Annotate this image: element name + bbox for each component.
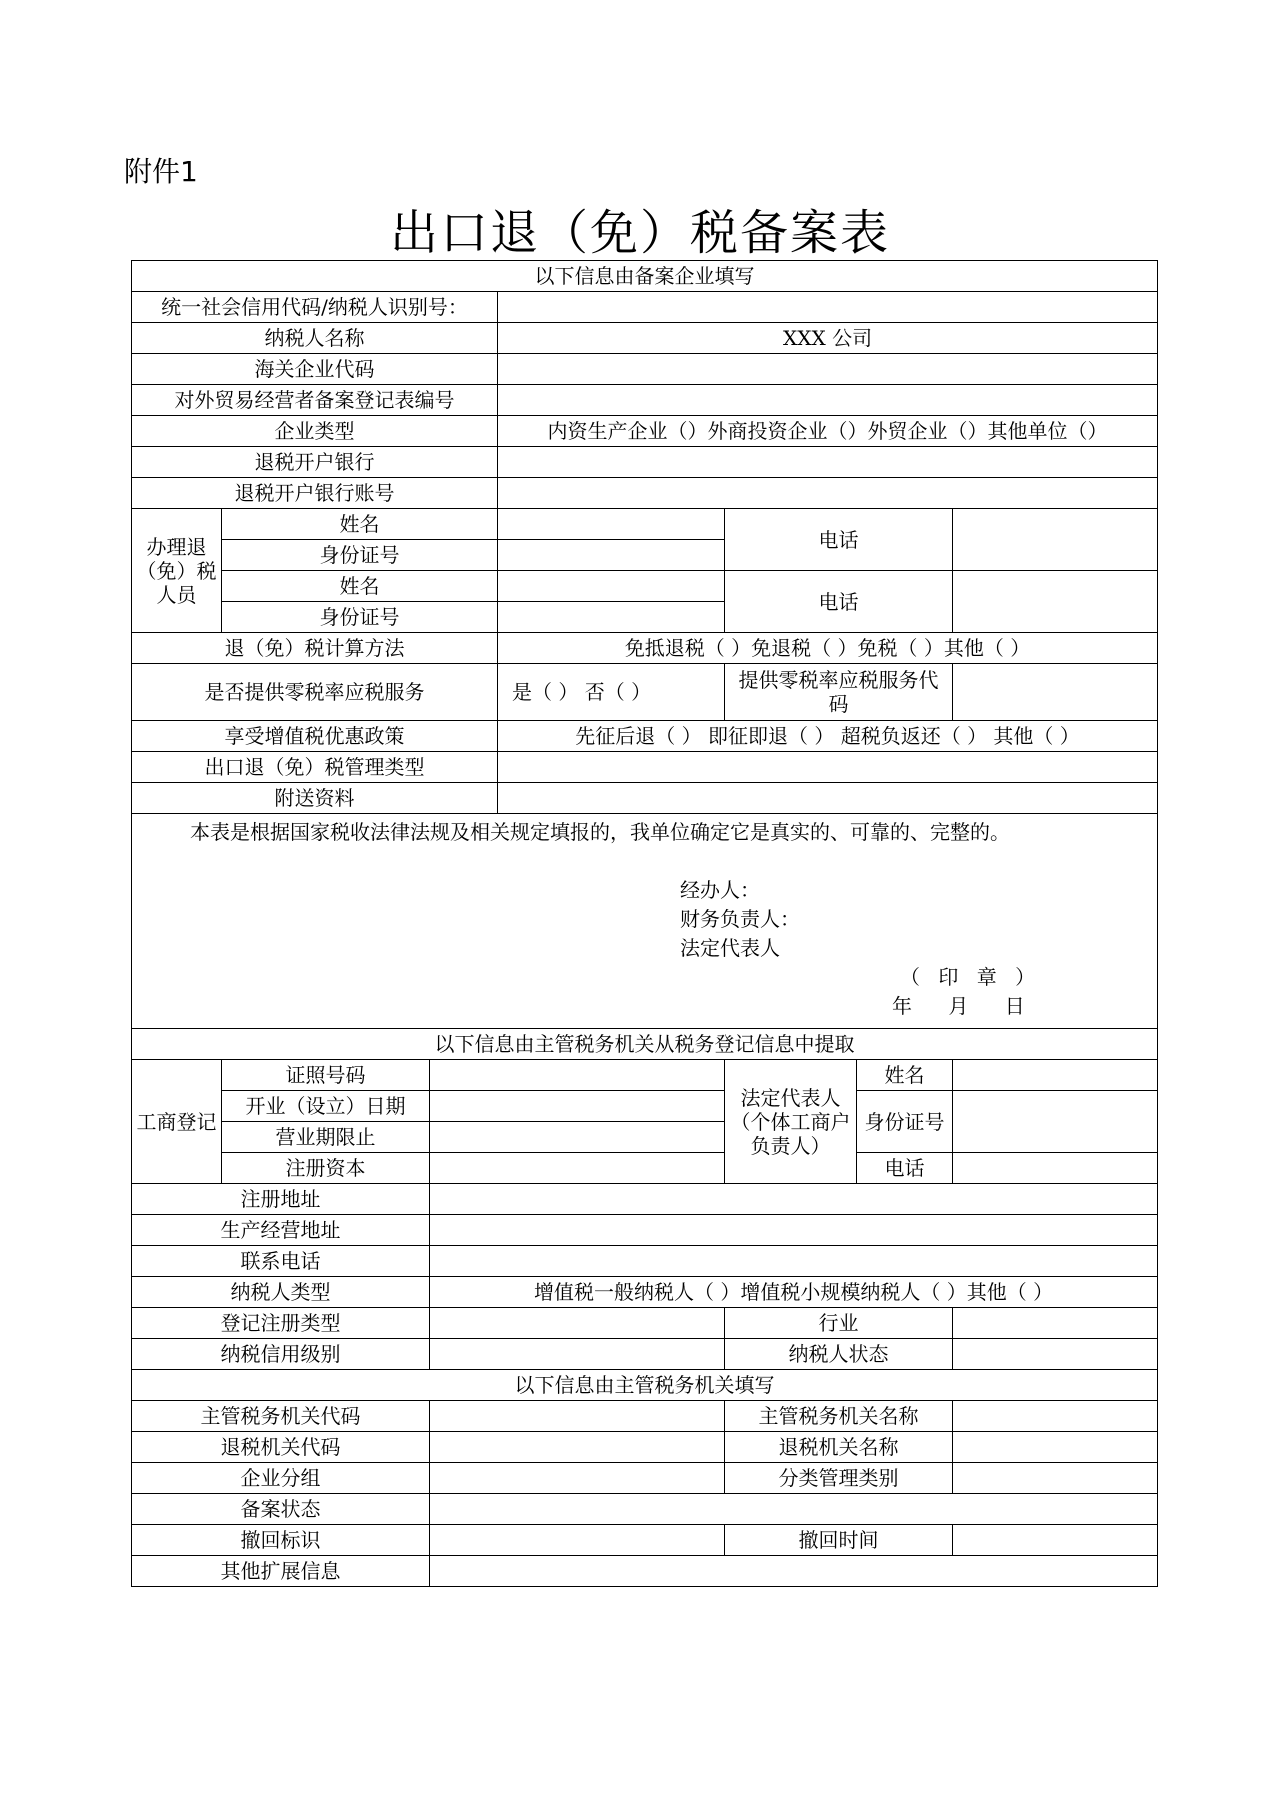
taxpayer-name-label: 纳税人名称: [132, 323, 498, 354]
person2-name-field[interactable]: [498, 571, 725, 602]
filing-status-row: [132, 1494, 1158, 1525]
authority-code-field[interactable]: [430, 1401, 725, 1432]
legal-rep-label: 法定代表人（个体工商户负责人）: [725, 1060, 857, 1184]
industry-field[interactable]: [953, 1308, 1158, 1339]
section2-header-row: [132, 1029, 1158, 1060]
other-info-label: 其他扩展信息: [132, 1556, 430, 1587]
authority-name-label: 主管税务机关名称: [725, 1401, 953, 1432]
withdraw-flag-field[interactable]: [430, 1525, 725, 1556]
person2-phone-label: 电话: [725, 571, 953, 633]
person1-phone-field[interactable]: [953, 509, 1158, 571]
seal-label: （ 印 章 ）: [900, 965, 1042, 989]
vat-policy-field[interactable]: 先征后退（ ） 即征即退（ ） 超税负返还（ ） 其他（ ）: [498, 721, 1158, 752]
personnel-label: 办理退（免）税人员: [132, 509, 222, 633]
vat-policy-row: [132, 721, 1158, 752]
reg-type-row: [132, 1308, 1158, 1339]
section3-header: 以下信息由主管税务机关填写: [132, 1370, 1158, 1401]
page-title: 出口退（免）税备案表: [389, 205, 890, 261]
group-label: 企业分组: [132, 1463, 430, 1494]
industry-label: 行业: [725, 1308, 953, 1339]
enterprise-type-row: [132, 416, 1158, 447]
class-label: 分类管理类别: [725, 1463, 953, 1494]
withdraw-time-field[interactable]: [953, 1525, 1158, 1556]
refund-code-field[interactable]: [430, 1432, 725, 1463]
filing-status-field[interactable]: [430, 1494, 1158, 1525]
person1-phone-label: 电话: [725, 509, 953, 571]
bank-label: 退税开户银行: [132, 447, 498, 478]
handler-label: 经办人：: [680, 878, 760, 902]
section2-header: 以下信息由主管税务机关从税务登记信息中提取: [132, 1029, 1158, 1060]
taxpayer-status-label: 纳税人状态: [725, 1339, 953, 1370]
legal-rep-id-label: 身份证号: [857, 1091, 953, 1153]
calc-method-row: [132, 633, 1158, 664]
business-reg-row-2: [132, 1091, 1158, 1122]
business-reg-row-4: [132, 1153, 1158, 1184]
refund-name-label: 退税机关名称: [725, 1432, 953, 1463]
reg-type-field[interactable]: [430, 1308, 725, 1339]
term-field[interactable]: [430, 1122, 725, 1153]
contact-phone-row: [132, 1246, 1158, 1277]
bank-row: [132, 447, 1158, 478]
date-label: 年 月 日: [892, 994, 1025, 1018]
zero-rate-code-field[interactable]: [953, 664, 1158, 721]
bank-account-row: [132, 478, 1158, 509]
customs-code-row: [132, 354, 1158, 385]
filing-status-label: 备案状态: [132, 1494, 430, 1525]
other-info-field[interactable]: [430, 1556, 1158, 1587]
personnel-row-3: [132, 571, 1158, 602]
legal-rep-name-label: 姓名: [857, 1060, 953, 1091]
person1-name-field[interactable]: [498, 509, 725, 540]
business-reg-row-1: [132, 1060, 1158, 1091]
withdraw-row: [132, 1525, 1158, 1556]
enterprise-type-label: 企业类型: [132, 416, 498, 447]
legal-rep-sign-label: 法定代表人: [680, 936, 780, 960]
declaration-cell: [132, 814, 1158, 1029]
credit-code-row: [132, 292, 1158, 323]
filing-form-table: [131, 260, 1158, 1587]
capital-field[interactable]: [430, 1153, 725, 1184]
bank-account-field[interactable]: [498, 478, 1158, 509]
credit-level-field[interactable]: [430, 1339, 725, 1370]
mgmt-type-row: [132, 752, 1158, 783]
person2-name-label: 姓名: [222, 571, 498, 602]
zero-rate-label: 是否提供零税率应税服务: [132, 664, 498, 721]
open-date-label: 开业（设立）日期: [222, 1091, 430, 1122]
legal-rep-phone-field[interactable]: [953, 1153, 1158, 1184]
person2-phone-field[interactable]: [953, 571, 1158, 633]
reg-address-label: 注册地址: [132, 1184, 430, 1215]
authority-row: [132, 1401, 1158, 1432]
credit-code-field[interactable]: [498, 292, 1158, 323]
group-row: [132, 1463, 1158, 1494]
credit-code-label: 统一社会信用代码/纳税人识别号：: [132, 292, 498, 323]
taxpayer-type-label: 纳税人类型: [132, 1277, 430, 1308]
section3-header-row: [132, 1370, 1158, 1401]
bank-account-label: 退税开户银行账号: [132, 478, 498, 509]
other-info-row: [132, 1556, 1158, 1587]
withdraw-time-label: 撤回时间: [725, 1525, 953, 1556]
reg-address-row: [132, 1184, 1158, 1215]
open-date-field[interactable]: [430, 1091, 725, 1122]
personnel-row-1: [132, 509, 1158, 540]
legal-rep-name-field[interactable]: [953, 1060, 1158, 1091]
refund-name-field[interactable]: [953, 1432, 1158, 1463]
trade-register-row: [132, 385, 1158, 416]
enterprise-type-field[interactable]: 内资生产企业（）外商投资企业（）外贸企业（）其他单位（）: [498, 416, 1158, 447]
attachments-label: 附送资料: [132, 783, 498, 814]
taxpayer-type-field[interactable]: 增值税一般纳税人（ ）增值税小规模纳税人（ ）其他（ ）: [430, 1277, 1158, 1308]
bank-field[interactable]: [498, 447, 1158, 478]
prod-address-row: [132, 1215, 1158, 1246]
capital-label: 注册资本: [222, 1153, 430, 1184]
license-no-label: 证照号码: [222, 1060, 430, 1091]
zero-rate-field[interactable]: 是（ ） 否（ ）: [498, 664, 725, 721]
license-no-field[interactable]: [430, 1060, 725, 1091]
person2-id-label: 身份证号: [222, 602, 498, 633]
declaration-row: [132, 814, 1158, 1029]
attachment-label: 附件1: [124, 155, 198, 188]
person1-id-label: 身份证号: [222, 540, 498, 571]
credit-level-label: 纳税信用级别: [132, 1339, 430, 1370]
legal-rep-phone-label: 电话: [857, 1153, 953, 1184]
authority-code-label: 主管税务机关代码: [132, 1401, 430, 1432]
taxpayer-status-field[interactable]: [953, 1339, 1158, 1370]
taxpayer-name-field[interactable]: XXX 公司: [498, 323, 1158, 354]
taxpayer-type-row: [132, 1277, 1158, 1308]
customs-code-field[interactable]: [498, 354, 1158, 385]
calc-method-label: 退（免）税计算方法: [132, 633, 498, 664]
calc-method-field[interactable]: 免抵退税（ ）免退税（ ）免税（ ）其他（ ）: [498, 633, 1158, 664]
trade-register-field[interactable]: [498, 385, 1158, 416]
prod-address-label: 生产经营地址: [132, 1215, 430, 1246]
legal-rep-id-field[interactable]: [953, 1091, 1158, 1153]
trade-register-label: 对外贸易经营者备案登记表编号: [132, 385, 498, 416]
group-field[interactable]: [430, 1463, 725, 1494]
attachments-row: [132, 783, 1158, 814]
contact-phone-field[interactable]: [430, 1246, 1158, 1277]
contact-phone-label: 联系电话: [132, 1246, 430, 1277]
refund-code-label: 退税机关代码: [132, 1432, 430, 1463]
person1-id-field[interactable]: [498, 540, 725, 571]
section1-header: 以下信息由备案企业填写: [132, 261, 1158, 292]
attachments-field[interactable]: [498, 783, 1158, 814]
finance-label: 财务负责人：: [680, 907, 800, 931]
refund-authority-row: [132, 1432, 1158, 1463]
customs-code-label: 海关企业代码: [132, 354, 498, 385]
vat-policy-label: 享受增值税优惠政策: [132, 721, 498, 752]
prod-address-field[interactable]: [430, 1215, 1158, 1246]
authority-name-field[interactable]: [953, 1401, 1158, 1432]
withdraw-flag-label: 撤回标识: [132, 1525, 430, 1556]
taxpayer-name-row: [132, 323, 1158, 354]
reg-address-field[interactable]: [430, 1184, 1158, 1215]
class-field[interactable]: [953, 1463, 1158, 1494]
mgmt-type-field[interactable]: [498, 752, 1158, 783]
mgmt-type-label: 出口退（免）税管理类型: [132, 752, 498, 783]
declaration-text: 本表是根据国家税收法律法规及相关规定填报的，我单位确定它是真实的、可靠的、完整的。: [190, 820, 1010, 844]
person2-id-field[interactable]: [498, 602, 725, 633]
person1-name-label: 姓名: [222, 509, 498, 540]
zero-rate-row: [132, 664, 1158, 721]
term-label: 营业期限止: [222, 1122, 430, 1153]
zero-rate-code-label: 提供零税率应税服务代码: [725, 664, 953, 721]
reg-type-label: 登记注册类型: [132, 1308, 430, 1339]
section1-header-row: [132, 261, 1158, 292]
credit-level-row: [132, 1339, 1158, 1370]
business-reg-label: 工商登记: [132, 1060, 222, 1184]
